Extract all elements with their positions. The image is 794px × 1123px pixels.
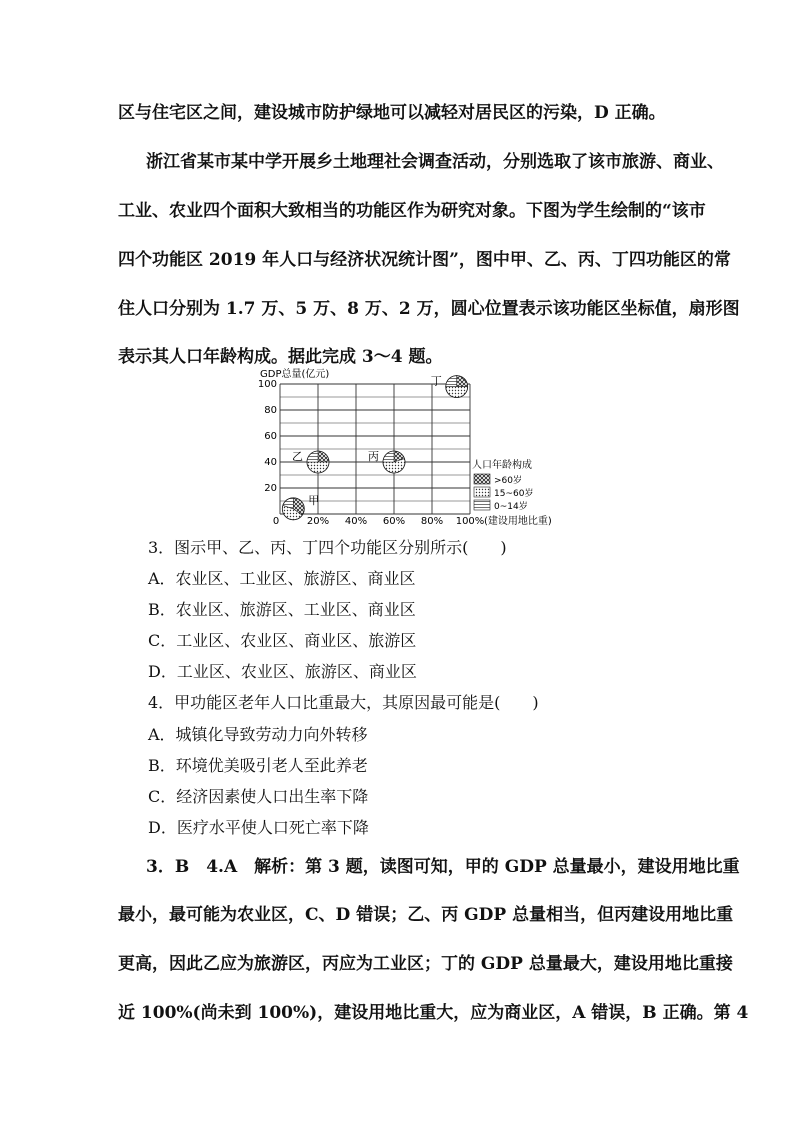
x-axis-label: (建设用地比重) <box>484 516 552 527</box>
y-tick-label: 40 <box>264 457 277 468</box>
pie-slice <box>446 387 468 398</box>
chart-points <box>282 375 467 520</box>
question-3-option-c: C．工业区、农业区、商业区、旅游区 <box>148 631 417 650</box>
y-tick-label: 60 <box>264 431 277 442</box>
answer-line-2: 最小，最可能为农业区，C、D 错误；乙、丙 GDP 总量相当，但丙建设用地比重 <box>118 905 734 925</box>
x-tick-label: 40% <box>344 516 368 527</box>
intro-line-1: 浙江省某市某中学开展乡土地理社会调查活动，分别选取了该市旅游、商业、 <box>146 152 724 172</box>
answer-line-1: 3．B 4.A 解析：第 3 题，读图可知，甲的 GDP 总量最小，建设用地比重 <box>146 857 740 877</box>
question-3-stem: 3．图示甲、乙、丙、丁四个功能区分别所示( ) <box>148 538 507 557</box>
x-tick-label: 100% <box>455 516 485 527</box>
x-tick-label: 80% <box>420 516 444 527</box>
point-label: 甲 <box>308 493 320 507</box>
legend-swatch-old <box>474 474 490 484</box>
question-4-option-a: A．城镇化导致劳动力向外转移 <box>148 725 368 744</box>
answer-line-4: 近 100%(尚未到 100%)，建设用地比重大，应为商业区，A 错误，B 正确。第 4 <box>118 1003 749 1023</box>
legend-swatch-mid <box>474 487 490 497</box>
y-tick-label: 20 <box>264 483 277 494</box>
passage-line-1: 区与住宅区之间，建设城市防护绿地可以减轻对居民区的污染，D 正确。 <box>118 103 666 123</box>
point-label: 乙 <box>292 450 303 463</box>
pie-slice <box>307 462 329 473</box>
y-tick-label: 100 <box>257 379 277 390</box>
legend-swatch-young <box>474 500 490 510</box>
point-label: 丙 <box>368 450 379 463</box>
x-tick-label: 60% <box>382 516 406 527</box>
question-4-option-b: B．环境优美吸引老人至此养老 <box>148 756 368 775</box>
intro-line-2: 工业、农业四个面积大致相当的功能区作为研究对象。下图为学生绘制的“该市 <box>118 201 706 221</box>
question-4-stem: 4．甲功能区老年人口比重最大，其原因最可能是( ) <box>148 693 539 712</box>
question-4-option-d: D．医疗水平使人口死亡率下降 <box>148 818 369 837</box>
question-3-option-b: B．农业区、旅游区、工业区、商业区 <box>148 600 416 619</box>
y-axis-label: GDP总量(亿元) <box>260 369 330 380</box>
question-3-option-a: A．农业区、工业区、旅游区、商业区 <box>148 569 416 588</box>
point-label: 丁 <box>430 374 442 388</box>
gdp-chart <box>250 362 580 532</box>
legend-item-mid: 15~60岁 <box>494 489 534 499</box>
x-tick-label: 20% <box>306 516 330 527</box>
answer-line-3: 更高，因此乙应为旅游区，丙应为工业区；丁的 GDP 总量最大，建设用地比重接 <box>118 954 733 974</box>
legend-title: 人口年龄构成 <box>472 460 532 471</box>
intro-line-4: 住人口分别为 1.7 万、5 万、8 万、2 万，圆心位置表示该功能区坐标值，扇形图 <box>118 299 740 319</box>
question-4-option-c: C．经济因素使人口出生率下降 <box>148 787 369 806</box>
legend-item-old: >60岁 <box>494 476 522 486</box>
intro-line-3: 四个功能区 2019 年人口与经济状况统计图”，图中甲、乙、丙、丁四功能区的常 <box>118 250 731 270</box>
y-tick-label: 80 <box>264 405 277 416</box>
legend-item-young: 0~14岁 <box>494 502 528 512</box>
question-3-option-d: D．工业区、农业区、旅游区、商业区 <box>148 662 417 681</box>
x-tick-label: 0 <box>272 516 280 527</box>
intro-line-5: 表示其人口年龄构成。据此完成 3～4 题。 <box>118 347 443 367</box>
